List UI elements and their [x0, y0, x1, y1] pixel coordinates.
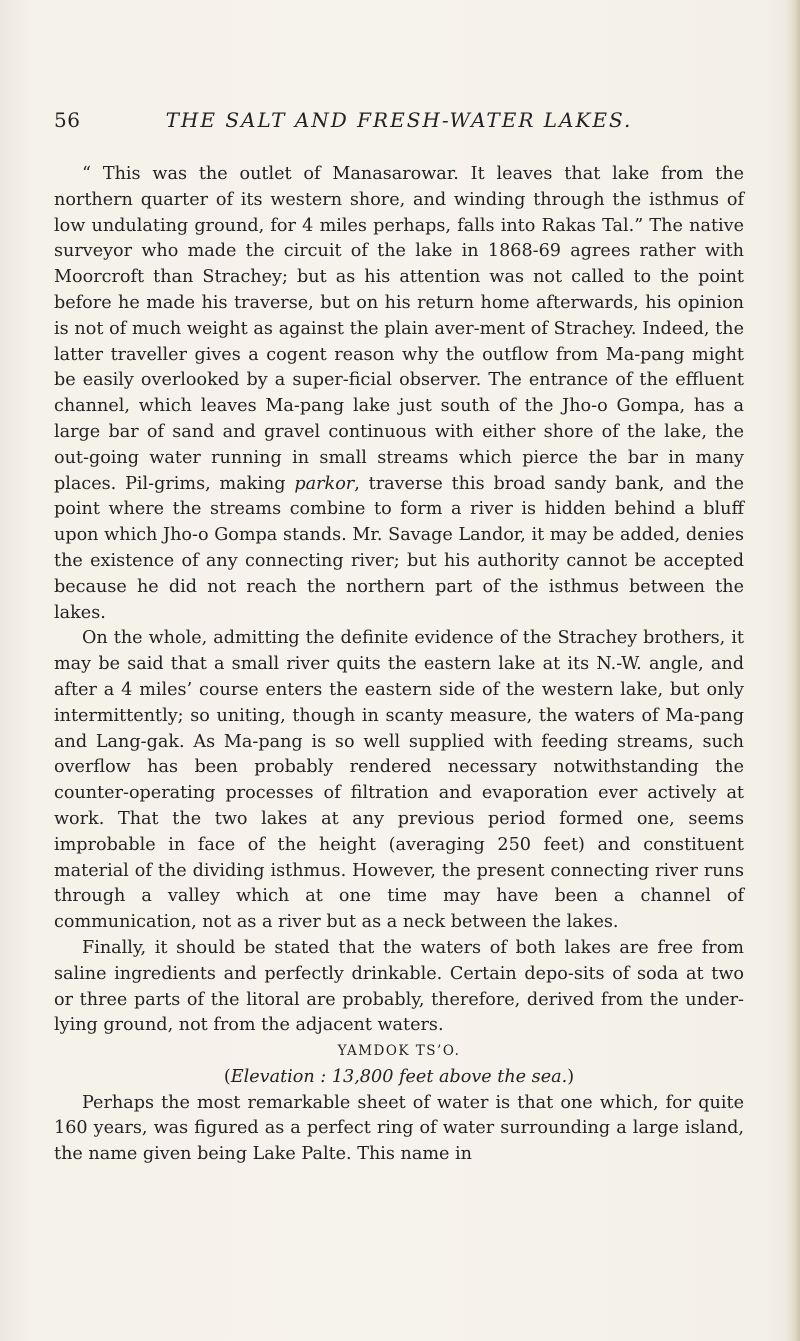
page-number: 56 — [54, 108, 81, 132]
page-edge-shadow — [786, 0, 800, 1341]
running-head: THE SALT AND FRESH-WATER LAKES. — [165, 108, 633, 132]
paragraph-3: Finally, it should be stated that the waters of both lakes are free from saline ingredients and perfectly drinkable. Certain depo-sits of soda at two or three parts of the litoral are probably, therefore, derived from the under-lying ground, not from the adjacent waters. — [54, 937, 744, 1036]
paragraph-4: Perhaps the most remarkable sheet of water is that one which, for quite 160 years, was figured as a perfect ring of water surrounding a large island, the name given being Lake Palte. This name in — [54, 1092, 744, 1165]
page-header — [54, 108, 744, 140]
body-text — [54, 162, 744, 1168]
section-subtitle-open-paren: ( — [223, 1066, 231, 1087]
section-subtitle — [54, 1065, 744, 1091]
section-subtitle-close-paren: ) — [567, 1066, 575, 1087]
paragraph-1-text-a: “ This was the outlet of Manasarowar. It leaves that lake from the northern quarter of its western shore, and winding through the isthmus of low undulating ground, for 4 miles perhaps, falls into Rakas Tal.” The native surveyor who made the circuit of the lake in 1868-69 agrees rather with Moorcroft than Strachey; but as his attention was not called to the point before he made his traverse, but on his return home afterwards, his opinion is not of much weight as against the plain aver-ment of Strachey. Indeed, the latter traveller gives a cogent reason why the outflow from Ma-pang might be easily overlooked by a super-ficial observer. The entrance of the effluent channel, which leaves Ma-pang lake just south of the Jho-o Gompa, has a large bar of sand and gravel continuous with either shore of the lake, the out-going water running in small streams which pierce the bar in many places. Pil-grims, making — [54, 164, 744, 494]
section-subtitle-text: Elevation : 13,800 feet above the sea. — [230, 1066, 568, 1087]
paragraph-1-italic-term: parkor — [294, 473, 355, 494]
paragraph-1 — [54, 162, 744, 626]
paragraph-1-text-b: , traverse this broad sandy bank, and the point where the streams combine to form a river is hidden behind a bluff upon which Jho-o Gompa stands. Mr. Savage Landor, it may be added, denies the existence of any connecting river; but his authority cannot be accepted because he did not reach the northern part of the isthmus between the lakes. — [54, 473, 744, 623]
section-title: YAMDOK TS’O. — [337, 1043, 461, 1060]
paragraph-2: On the whole, admitting the definite evidence of the Strachey brothers, it may be said that a small river quits the eastern lake at its N.-W. angle, and after a 4 miles’ course enters the eastern side of the western lake, but only intermittently; so uniting, though in scanty measure, the waters of Ma-pang and Lang-gak. As Ma-pang is so well supplied with feeding streams, such overflow has been probably rendered necessary notwithstanding the counter-operating processes of filtration and evaporation ever actively at work. That the two lakes at any previous period formed one, seems improbable in face of the height (averaging 250 feet) and constituent material of the dividing isthmus. However, the present connecting river runs through a valley which at one time may have been a channel of communication, not as a river but as a neck between the lakes. — [54, 628, 744, 933]
